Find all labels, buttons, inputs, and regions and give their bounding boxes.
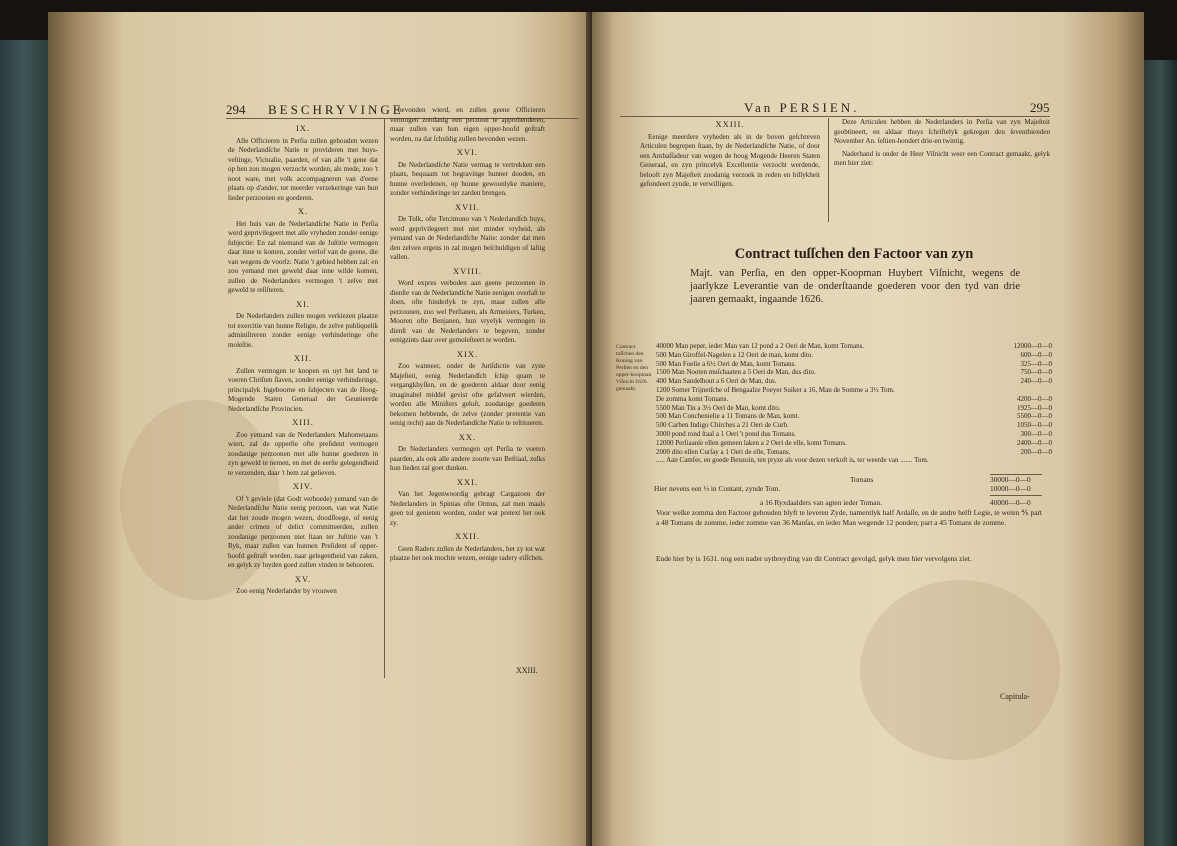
article-heading: XI. <box>295 298 311 309</box>
article-text: Het huis van de Nederlandſche Natie in Perſia werd geprivilegeert met alle vryheden zonder eenige ſubjectie: En zal niemand van de Juſtitie vermogen daar inne te komen, zonder verlof van de geene, die van wegens de voorſz: Natie 't gebied hebben zal: en zoo yemand met geweld daar inne wilde komen, zullen de Nederlanders vermogen 't zelve met geweld te reſiſteren. <box>228 219 378 294</box>
item-description: 12000 Perſiaanſe ellen gemeen laken a 2 Oeri de elle, komt Tomans. <box>656 438 847 447</box>
article-text: Zoo yemand van de Nederlanders Mahometaans wiert, zal de opperſte ofte preſident vermogen zoodanige perzoonen met alle hunne goederen in zyn geweld te nemen, en met de eerſte gelegendheid te verzenden, daar 't hem zal gelieven. <box>228 430 378 477</box>
right-column-1 <box>640 116 820 193</box>
third-value: 10000—0—0 <box>990 484 1031 493</box>
margin-note: Contract tuſſchen den Koning van Perſien en den opper-koopman Viſnicht 1626. gemaakt. <box>616 344 652 392</box>
factor-text: Voor welke zomma den Factoor gehouden blyft te leveren Zyde, namentlyk half Ardaſſe, en de andre helft Legie, te weten ⅘ part a 48 Tomans de zomme, ieder zomme van 36 Manſas, en ieder Man wegende 12 ponden; part a 45 Tomans de zomme. <box>656 508 1042 527</box>
right-column-2 <box>834 118 1050 172</box>
item-amount: 12000—0—0 <box>1013 342 1052 350</box>
article-heading: XXII. <box>454 531 481 541</box>
article-heading: XVII. <box>454 201 481 212</box>
third-rule <box>990 495 1042 496</box>
right-column-divider <box>828 118 829 222</box>
item-description: 1500 Man Nooten muſchaaten a 5 Oeri de Man, dus dito. <box>656 368 816 377</box>
paper-stain <box>860 580 1060 760</box>
left-catchword: XXIII. <box>516 666 538 675</box>
left-column-divider <box>384 118 385 678</box>
item-amount: 325—0—0 <box>1020 359 1052 368</box>
item-amount: 600—0—0 <box>1020 350 1052 359</box>
item-amount <box>1004 456 1052 465</box>
item-description: De zomma komt Tomans. <box>656 394 729 403</box>
item-description: 2000 dito ellen Curſay a 1 Oeri de elle, Tomans. <box>656 447 791 456</box>
article-heading: XV. <box>294 573 312 584</box>
item-description: 500 Man Foelie a 6½ Oeri de Man, komt Tomans. <box>656 359 797 368</box>
total-rule <box>990 474 1042 475</box>
item-description: 400 Man Sandelhout a 6 Oeri de Man, dus. <box>656 377 777 386</box>
article-heading: XIV. <box>292 481 314 491</box>
article-heading: XVIII. <box>453 265 482 276</box>
item-description: 3000 pond rond ſtaal a 1 Oeri 't pond dus Tomans. <box>656 429 797 438</box>
item-description: 500 Man Conchenielie a 11 Tomans de Man, komt. <box>656 412 800 421</box>
item-description: 1200 Somer Trijnetſche of Bengaalze Poeyer Suiker a 16, Man de Somme a 3½ Tom. <box>656 385 895 394</box>
item-amount: 1925—0—0 <box>1017 403 1052 412</box>
item-description: ..... Aan Camfer, en goede Benzoin, ten pryze als voor dezen verkoft is, ter weerde van ....... Tom. <box>656 456 929 465</box>
contract-item <box>656 448 1052 457</box>
item-amount: 2400—0—0 <box>1017 438 1052 447</box>
contract-item <box>656 412 1052 421</box>
item-amount: 240—0—0 <box>1020 377 1052 386</box>
third-label: Hier nevens een ⅓ in Contant, zynde Tom. <box>654 484 781 493</box>
item-amount: 750—0—0 <box>1020 368 1052 377</box>
right-running-head: Van PERSIEN. <box>744 100 860 115</box>
total-value: 30000—0—0 <box>990 475 1031 484</box>
article-text: Deze Articulen hebben de Nederlanders in Perſia van zyn Majeſteit geobtineert, en aldaar thuys ſchriftelyk gekregen den ſeventhienden November An. ſeſtien-hondert drie-en twintig. <box>834 118 1050 145</box>
article-heading: XXIII. <box>715 119 745 129</box>
item-amount: 1050—0—0 <box>1017 421 1052 430</box>
item-amount: 4200—0—0 <box>1017 394 1052 403</box>
contract-item <box>656 368 1052 377</box>
article-text: bevonden wierd, en zullen geene Officieren vermogen zoodanig een perzoon te apprehenderen, maar zullen van hun eigen opper-hoofd geſtraft worden, na dat ſchuldig zullen bevonden wezen. <box>390 106 545 143</box>
item-amount: 5500—0—0 <box>1017 412 1052 421</box>
contract-item <box>656 404 1052 413</box>
item-amount <box>1004 386 1052 395</box>
contract-item <box>656 342 1052 351</box>
article-text: Naderhand is onder de Heer Viſnicht weer een Contract gemaakt, gelyk men hier ziet: <box>834 149 1050 167</box>
article-text: De Nederlanders vermogen uyt Perſia te voeren paarden, als ook alle andere zoorte van Beſtiaal, zulks hun lieden zal goet dunken. <box>390 445 545 472</box>
article-text: Zoo wanneer, onder de Juriſdictie van zyne Majeſteit, eenig Nederlandſch ſchip quam te vergangkhyſſen, en de goederen aldaar door eenig imaginabel middel gevist ofte gefalveert wierden, worden alle Miniſters geluſt, zoodanige goederen bekomen hebbende, de zelve (zonder pretentie van eenig recht) aan de Nederlandſche Natie te reſtitueren. <box>390 362 545 427</box>
article-heading: XXI. <box>456 476 479 487</box>
contract-item <box>656 456 1052 465</box>
total-label: Tomans <box>850 475 874 484</box>
contract-item <box>656 351 1052 360</box>
contract-items <box>656 342 1052 465</box>
article-heading: IX. <box>295 123 311 133</box>
item-amount: 200—0—0 <box>1020 447 1052 456</box>
right-catchword: Capitula- <box>1000 692 1030 701</box>
article-heading: XIX. <box>456 348 479 359</box>
article-text: Eenige meerdere vryheden als in de boven geſchreven Articulen begrepen ſtaan, by de Nederlandſche Natie, of door een Ambaſſadeur van wegen de hoog Mogende Heeren Staten Generaal, en zyn princelyk Excellentie verzocht werdende, belooft zyn Majeſteit zoodanig verzoek in reden en billykheit gefondeert zynde, te verwilligen. <box>640 132 820 188</box>
article-text: Zoo eenig Nederlander by vrouwen <box>236 587 337 595</box>
item-amount: 300—0—0 <box>1020 429 1052 438</box>
item-description: 5500 Man Tin a 3½ Oeri de Man, komt dito. <box>656 403 781 412</box>
article-heading: XX. <box>458 431 477 442</box>
left-column-1 <box>228 120 378 600</box>
item-description: 500 Carben Indigo Chirches a 21 Oeri de Curb. <box>656 421 789 430</box>
article-text: De Tolk, ofte Tercimono van 't Nederlandſch huys, werd geprivilegeert met niet minder vryheid, als yemand van de Nederlandſche Natie: zonder dat men den zelven ergens in zal mogen beſchuldigen of laſtig vallen. <box>390 215 545 261</box>
article-heading: XIII. <box>292 417 314 427</box>
contract-title: Contract tuſſchen den Factoor van zyn <box>734 246 974 262</box>
article-text: Geen Raders zullen de Nederlanders, het zy tot wat plaatze het ook mochte wezen, eenige radery eiſſchen. <box>390 544 545 562</box>
article-text: Van het Jegenwoordig gebragt Cargazoen der Nederlanders in Spinias ofte Ormus, zal men maals geen tol genieten worden, onder wat pretext het ook zy. <box>390 490 545 527</box>
contract-item <box>656 421 1052 430</box>
left-column-2 <box>390 106 545 567</box>
article-text: Of 't geviele (dat Godt verhoede) yemand van de Nederlandſche Natie eenig perzoon, van wat Natie dat het zoude mogen wezen, doodſloege, of eenig ander crimen of delict committeerden, zullen zoodanige perzoonen niet ſtaan ter Juſtitie van 't Ryk, maar zullen van hunnen Preſident of opper-hoofd geſtraft werden, naar gelegentheid van zaken, en gelyk zy luyden goed zullen vinden te behooren. <box>228 494 378 569</box>
contract-item <box>656 386 1052 395</box>
contract-item <box>656 360 1052 369</box>
article-text: De Nederlanders zullen mogen verkiezen plaatze tot exercitie van hunne Religie, de zelve publiquelik adminiſtreren zonder eenige verhinderinge ofte moleſtie. <box>228 312 378 349</box>
contract-item <box>656 439 1052 448</box>
article-heading: XII. <box>294 353 312 363</box>
contract-item <box>656 430 1052 439</box>
article-text: Alle Officieren in Perſia zullen gehouden wezen de Nederlandſche Natie te provideren met huys-veſtinge, Victualie, paarden, of van alle 't gene dat op hen zou mogen verzocht worden, als mede, zoo 't noot ware, met volk accompagneren van d'eene plaats op d'ander, tot meerder verzekeringe van hun lieder perzoonen en goederen. <box>228 136 378 202</box>
contract-item <box>656 377 1052 386</box>
rate-text: a 16 Ryxdaalders van agten ieder Toman. <box>760 498 882 507</box>
item-description: 500 Man Giroffel-Nagelen a 12 Oeri de man, komt dito. <box>656 350 814 359</box>
contract-subtitle: Majt. van Perſia, en den opper-Koopman Huybert Viſnicht, wegens de jaarlykze Leverantie van de onderſtaande goederen voor den tyd van drie jaaren gemaakt, ingaande 1626. <box>690 268 1020 305</box>
article-text: Zullen vermogen te koopen en uyt het land te voeren Chriſten ſlaven, zonder eenige verhinderinge, principalyk Ingeboorne en ſubjecten van de Hoog-Mogende Staten Generaal der Geunieerde Nederlandſche Provincien. <box>228 366 378 413</box>
right-page-number: 295 <box>1030 100 1050 115</box>
left-page-number: 294 <box>226 102 246 117</box>
grand-value: 40000—0—0 <box>990 498 1031 507</box>
closing-text: Ende hier by is 1631. nog een nader uytbreyding van dit Contract gevolgd, gelyk men hier vervolgens ziet. <box>656 554 972 563</box>
article-heading: XVI. <box>456 147 479 157</box>
article-text: De Nederlandſche Natie vermag te vertrekken een plaats, bequaam tot begravinge hunner dooden, en hunne overledenen, op hunne gewoonlyke maniere, zonder verhinderinge ter zarden brengen. <box>390 160 545 197</box>
left-running-head: BESCHRYVINGE <box>268 102 404 117</box>
contract-item <box>656 395 1052 404</box>
item-description: 40000 Man peper, ieder Man van 12 pond a 2 Oeri de Man, komt Tomans. <box>656 342 865 350</box>
article-text: Word expres verboden aan geene perzoonen in dienſte van de Nederlandſche Natie eenigen overlaſt te doen, ofte hinderlyk te zyn, maar zullen alle perzoonen, zoo wel Perſianen, als Armeniers, Turken, Mooren ofte Benjanen, hun vryelyk vermogen in dienſt van de Nederlanders te begeven, zonder eenigzints daar over gemoleſteert te worden. <box>390 279 545 344</box>
article-heading: X. <box>297 206 309 216</box>
